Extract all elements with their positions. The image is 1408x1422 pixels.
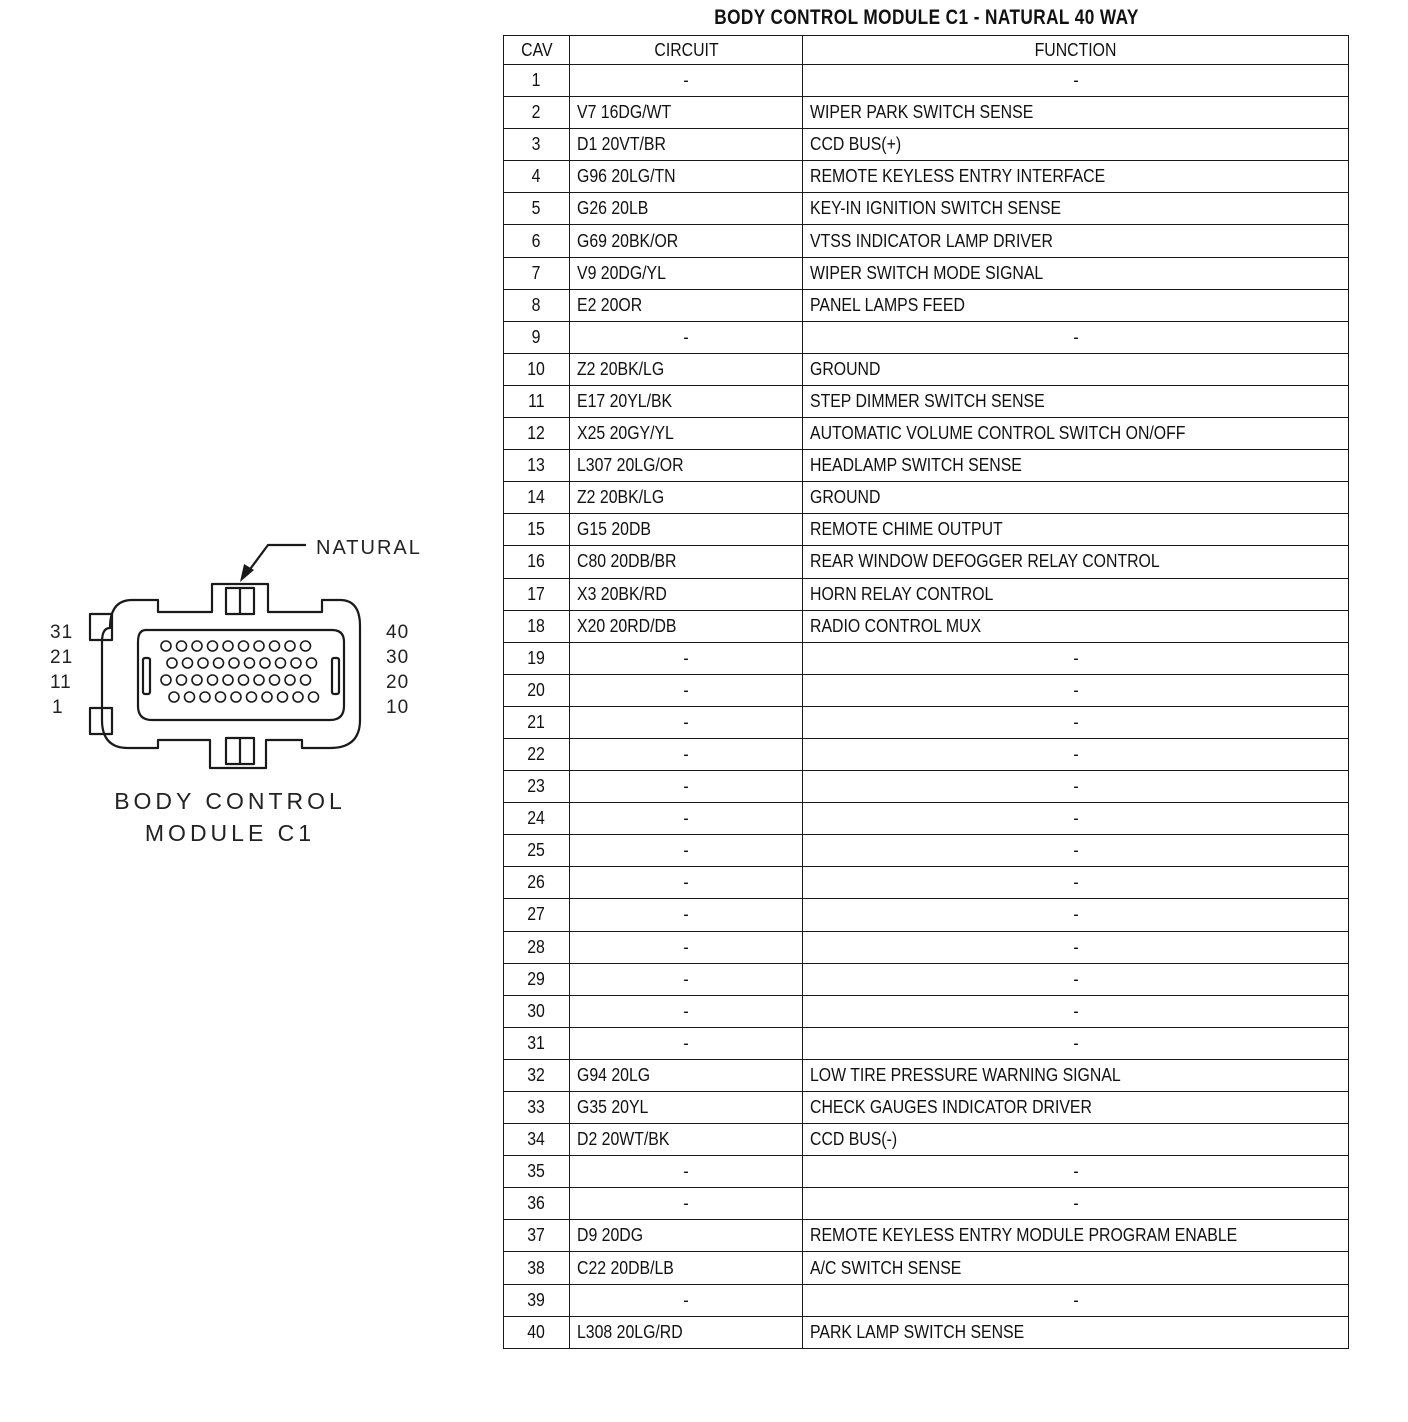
circuit-cell: - [570,738,803,770]
pin-cavity [208,641,218,651]
table-row [504,450,1349,482]
cav-cell: 24 [504,803,570,835]
function-cell: - [803,706,1349,738]
caption-line-2: MODULE C1 [144,820,316,846]
table-row [504,385,1349,417]
pin-cavity [239,675,249,685]
cav-cell: 25 [504,835,570,867]
table-row [504,418,1349,450]
circuit-cell: G15 20DB [570,514,803,546]
circuit-cell: - [570,803,803,835]
cav-cell: 11 [504,385,570,417]
table-row [504,1059,1349,1091]
table-row [504,161,1349,193]
function-cell: - [803,1284,1349,1316]
table-row [504,1316,1349,1348]
pin-cavity [260,658,270,668]
function-cell: - [803,803,1349,835]
table-body [504,65,1349,1349]
cav-cell: 27 [504,899,570,931]
circuit-cell: - [570,771,803,803]
pin-cavity [229,658,239,668]
pin-cavity [223,641,233,651]
circuit-cell: - [570,65,803,97]
function-cell: - [803,1156,1349,1188]
circuit-cell: G94 20LG [570,1059,803,1091]
function-cell: RADIO CONTROL MUX [803,610,1349,642]
table-row [504,482,1349,514]
cav-cell: 22 [504,738,570,770]
table-row [504,1284,1349,1316]
pin-number-10: 10 [386,697,410,718]
circuit-cell: D9 20DG [570,1220,803,1252]
pin-number-30: 30 [386,647,410,668]
cav-cell: 34 [504,1124,570,1156]
circuit-cell: Z2 20BK/LG [570,353,803,385]
table-row [504,1188,1349,1220]
table-row [504,546,1349,578]
pin-cavity [291,658,301,668]
table-row [504,963,1349,995]
table-title: BODY CONTROL MODULE C1 - NATURAL 40 WAY [714,6,1139,29]
table-row [504,193,1349,225]
pin-cavity [239,641,249,651]
pin-number-20: 20 [386,672,410,693]
pin-cavity [247,692,257,702]
table-row [504,514,1349,546]
cav-cell: 3 [504,129,570,161]
circuit-cell: X25 20GY/YL [570,418,803,450]
pin-cavity [307,658,317,668]
connector-color-label: NATURAL [316,537,422,559]
pin-cavity [214,658,224,668]
function-cell: LOW TIRE PRESSURE WARNING SIGNAL [803,1059,1349,1091]
pin-cavity [216,692,226,702]
pin-cavity [231,692,241,702]
circuit-cell: - [570,674,803,706]
function-cell: GROUND [803,482,1349,514]
pin-number-40: 40 [386,622,410,643]
table-row [504,771,1349,803]
circuit-cell: L308 20LG/RD [570,1316,803,1348]
table-row [504,578,1349,610]
pin-cavity [276,658,286,668]
cav-cell: 9 [504,321,570,353]
cav-cell: 29 [504,963,570,995]
cav-cell: 40 [504,1316,570,1348]
pin-number-21: 21 [50,647,74,668]
table-row [504,1156,1349,1188]
pin-cavity [293,692,303,702]
pin-cavity [301,641,311,651]
pin-cavity [245,658,255,668]
function-cell: REMOTE CHIME OUTPUT [803,514,1349,546]
cav-cell: 1 [504,65,570,97]
table-row [504,1220,1349,1252]
cav-cell: 19 [504,642,570,674]
pin-number-11: 11 [50,672,72,693]
pin-cavity [183,658,193,668]
function-cell: - [803,1188,1349,1220]
function-cell: STEP DIMMER SWITCH SENSE [803,385,1349,417]
cav-cell: 18 [504,610,570,642]
function-cell: HORN RELAY CONTROL [803,578,1349,610]
circuit-cell: - [570,835,803,867]
table-row [504,321,1349,353]
pin-cavity [198,658,208,668]
cav-cell: 37 [504,1220,570,1252]
function-cell: PANEL LAMPS FEED [803,289,1349,321]
function-cell: REAR WINDOW DEFOGGER RELAY CONTROL [803,546,1349,578]
table-row [504,706,1349,738]
function-cell: - [803,867,1349,899]
circuit-cell: - [570,706,803,738]
table-row [504,674,1349,706]
circuit-cell: X3 20BK/RD [570,578,803,610]
table-row [504,1252,1349,1284]
cav-cell: 20 [504,674,570,706]
table-row [504,225,1349,257]
cav-cell: 39 [504,1284,570,1316]
function-cell: REMOTE KEYLESS ENTRY INTERFACE [803,161,1349,193]
table-row [504,129,1349,161]
table-row [504,803,1349,835]
table-row [504,289,1349,321]
cav-cell: 23 [504,771,570,803]
function-cell: - [803,738,1349,770]
circuit-cell: - [570,1156,803,1188]
cav-cell: 30 [504,995,570,1027]
circuit-cell: - [570,642,803,674]
connector-caption [40,785,420,849]
table-row [504,835,1349,867]
function-cell: - [803,65,1349,97]
function-cell: REMOTE KEYLESS ENTRY MODULE PROGRAM ENABLE [803,1220,1349,1252]
cav-cell: 8 [504,289,570,321]
table-row [504,257,1349,289]
pin-cavity [200,692,210,702]
pin-cavity [208,675,218,685]
header-cav: CAV [504,36,570,65]
pin-cavity [192,675,202,685]
table-row [504,1092,1349,1124]
pin-cavity [278,692,288,702]
function-cell: - [803,899,1349,931]
cav-cell: 38 [504,1252,570,1284]
circuit-cell: Z2 20BK/LG [570,482,803,514]
function-cell: AUTOMATIC VOLUME CONTROL SWITCH ON/OFF [803,418,1349,450]
function-cell: WIPER SWITCH MODE SIGNAL [803,257,1349,289]
table-row [504,353,1349,385]
circuit-cell: - [570,899,803,931]
circuit-cell: G69 20BK/OR [570,225,803,257]
cav-cell: 13 [504,450,570,482]
pin-cavity [270,675,280,685]
pin-cavity [161,641,171,651]
table-row [504,97,1349,129]
circuit-cell: V9 20DG/YL [570,257,803,289]
cav-cell: 31 [504,1027,570,1059]
pin-cavity [177,675,187,685]
circuit-cell: - [570,931,803,963]
function-cell: KEY-IN IGNITION SWITCH SENSE [803,193,1349,225]
table-row [504,995,1349,1027]
pin-cavity [301,675,311,685]
pin-cavity [177,641,187,651]
circuit-cell: V7 16DG/WT [570,97,803,129]
cav-cell: 6 [504,225,570,257]
circuit-cell: C80 20DB/BR [570,546,803,578]
caption-line-1: BODY CONTROL [114,788,346,814]
function-cell: GROUND [803,353,1349,385]
function-cell: CCD BUS(+) [803,129,1349,161]
pin-cavity [262,692,272,702]
cav-cell: 21 [504,706,570,738]
function-cell: - [803,674,1349,706]
cav-cell: 26 [504,867,570,899]
cav-cell: 14 [504,482,570,514]
function-cell: - [803,835,1349,867]
function-cell: PARK LAMP SWITCH SENSE [803,1316,1349,1348]
cav-cell: 2 [504,97,570,129]
circuit-cell: - [570,963,803,995]
cav-cell: 15 [504,514,570,546]
circuit-cell: - [570,321,803,353]
cav-cell: 7 [504,257,570,289]
cav-cell: 36 [504,1188,570,1220]
pin-cavity [223,675,233,685]
table-row [504,738,1349,770]
pin-cavity [185,692,195,702]
cav-cell: 28 [504,931,570,963]
header-function: FUNCTION [803,36,1349,65]
cav-cell: 32 [504,1059,570,1091]
pin-cavity [285,641,295,651]
pin-cavity [161,675,171,685]
circuit-cell: D1 20VT/BR [570,129,803,161]
circuit-cell: C22 20DB/LB [570,1252,803,1284]
function-cell: - [803,771,1349,803]
circuit-cell: - [570,1188,803,1220]
function-cell: VTSS INDICATOR LAMP DRIVER [803,225,1349,257]
pin-cavity [254,675,264,685]
pin-cavity [254,641,264,651]
circuit-cell: D2 20WT/BK [570,1124,803,1156]
circuit-cell: E17 20YL/BK [570,385,803,417]
pin-cavity [270,641,280,651]
cav-cell: 5 [504,193,570,225]
function-cell: - [803,963,1349,995]
cav-cell: 10 [504,353,570,385]
function-cell: CHECK GAUGES INDICATOR DRIVER [803,1092,1349,1124]
pin-cavity [309,692,319,702]
pin-cavity [285,675,295,685]
table-row [504,899,1349,931]
cav-cell: 35 [504,1156,570,1188]
circuit-cell: - [570,995,803,1027]
pin-cavity [169,692,179,702]
function-cell: A/C SWITCH SENSE [803,1252,1349,1284]
circuit-cell: - [570,1284,803,1316]
function-cell: CCD BUS(-) [803,1124,1349,1156]
circuit-cell: X20 20RD/DB [570,610,803,642]
cav-cell: 4 [504,161,570,193]
circuit-cell: E2 20OR [570,289,803,321]
function-cell: - [803,642,1349,674]
circuit-cell: G96 20LG/TN [570,161,803,193]
function-cell: WIPER PARK SWITCH SENSE [803,97,1349,129]
function-cell: HEADLAMP SWITCH SENSE [803,450,1349,482]
pin-cavity [167,658,177,668]
header-circuit: CIRCUIT [570,36,803,65]
table-row [504,1124,1349,1156]
pin-number-1: 1 [52,697,64,718]
table-row [504,867,1349,899]
cav-cell: 16 [504,546,570,578]
table-header-row [504,36,1349,65]
table-row [504,65,1349,97]
function-cell: - [803,1027,1349,1059]
table-row [504,1027,1349,1059]
table-row [504,931,1349,963]
circuit-cell: - [570,1027,803,1059]
function-cell: - [803,931,1349,963]
table-row [504,610,1349,642]
cav-cell: 17 [504,578,570,610]
cav-cell: 33 [504,1092,570,1124]
pinout-table [503,35,1349,1349]
circuit-cell: G26 20LB [570,193,803,225]
pin-cavity [192,641,202,651]
pin-number-31: 31 [50,622,74,643]
circuit-cell: G35 20YL [570,1092,803,1124]
table-row [504,642,1349,674]
cav-cell: 12 [504,418,570,450]
circuit-cell: L307 20LG/OR [570,450,803,482]
function-cell: - [803,995,1349,1027]
function-cell: - [803,321,1349,353]
circuit-cell: - [570,867,803,899]
